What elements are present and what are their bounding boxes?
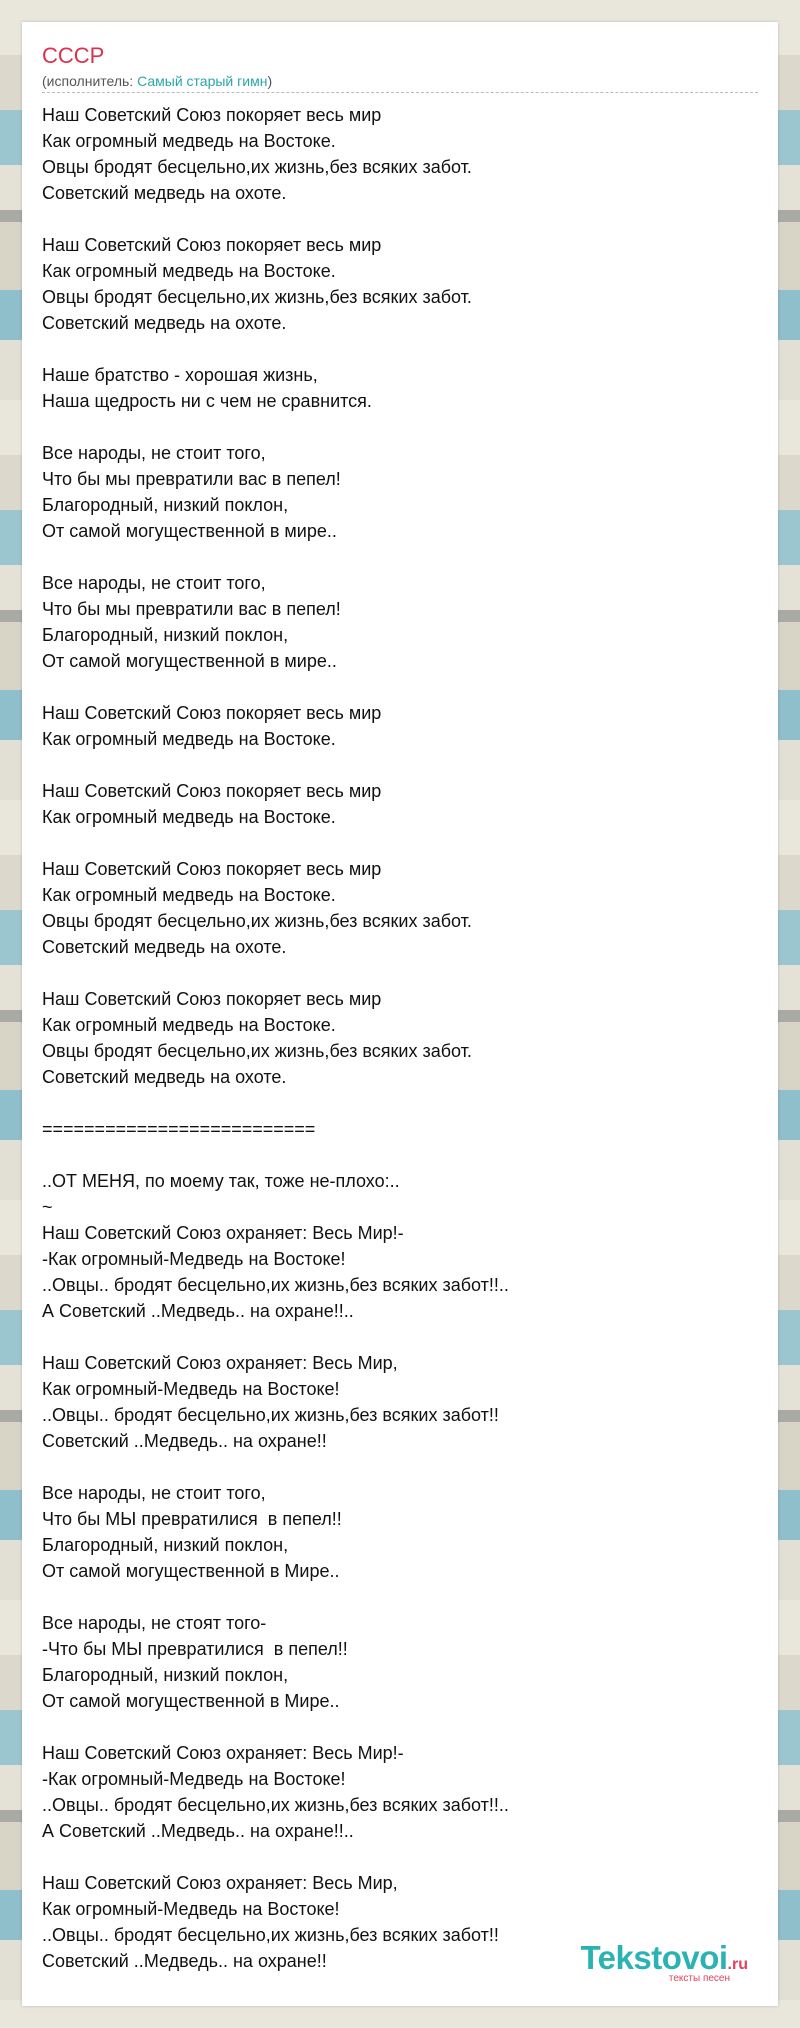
lyric-line: Как огромный медведь на Востоке. bbox=[42, 1015, 336, 1035]
lyric-line: -Как огромный-Медведь на Востоке! bbox=[42, 1769, 346, 1789]
lyric-line: ~ bbox=[42, 1197, 53, 1217]
lyric-line: Благородный, низкий поклон, bbox=[42, 495, 289, 515]
stanza bbox=[42, 1740, 758, 1844]
lyric-line: А Советский ..Медведь.. на охране!!.. bbox=[42, 1821, 354, 1841]
site-logo[interactable] bbox=[580, 1941, 748, 1984]
artist-line bbox=[42, 72, 758, 93]
lyric-line: Советский медведь на охоте. bbox=[42, 183, 287, 203]
lyric-line: Как огромный медведь на Востоке. bbox=[42, 807, 336, 827]
lyric-line: Благородный, низкий поклон, bbox=[42, 625, 289, 645]
stanza bbox=[42, 102, 758, 206]
stanza bbox=[42, 700, 758, 752]
lyric-line: Наш Советский Союз покоряет весь мир bbox=[42, 703, 382, 723]
lyric-line: Советский медведь на охоте. bbox=[42, 1067, 287, 1087]
lyric-line: Все народы, не стоит того, bbox=[42, 1483, 266, 1503]
lyric-line: Как огромный медведь на Востоке. bbox=[42, 885, 336, 905]
lyric-line: Что бы мы превратили вас в пепел! bbox=[42, 599, 341, 619]
lyric-line: -Что бы МЫ превратилися в пепел!! bbox=[42, 1639, 348, 1659]
lyric-line: Как огромный медведь на Востоке. bbox=[42, 261, 336, 281]
lyric-line: ========================== bbox=[42, 1119, 316, 1139]
stanza bbox=[42, 232, 758, 336]
lyric-line: Наша щедрость ни с чем не сравнится. bbox=[42, 391, 372, 411]
lyric-line: Наш Советский Союз покоряет весь мир bbox=[42, 859, 382, 879]
lyric-line: -Как огромный-Медведь на Востоке! bbox=[42, 1249, 346, 1269]
lyric-line: Как огромный медведь на Востоке. bbox=[42, 729, 336, 749]
stanza bbox=[42, 986, 758, 1090]
lyric-line: Советский медведь на охоте. bbox=[42, 937, 287, 957]
lyric-line: Наш Советский Союз охраняет: Весь Мир, bbox=[42, 1873, 398, 1893]
lyric-line: Овцы бродят бесцельно,их жизнь,без всяких забот. bbox=[42, 157, 472, 177]
stanza bbox=[42, 1350, 758, 1454]
stanza bbox=[42, 362, 758, 414]
lyric-line: Благородный, низкий поклон, bbox=[42, 1535, 289, 1555]
stanza bbox=[42, 778, 758, 830]
lyric-line: Наше братство - хорошая жизнь, bbox=[42, 365, 318, 385]
logo-tagline: тексты песен bbox=[668, 1973, 730, 1984]
lyric-line: Как огромный медведь на Востоке. bbox=[42, 131, 336, 151]
lyric-line: ..Овцы.. бродят бесцельно,их жизнь,без всяких забот!! bbox=[42, 1405, 499, 1425]
lyric-line: Как огромный-Медведь на Востоке! bbox=[42, 1379, 340, 1399]
lyric-line: ..Овцы.. бродят бесцельно,их жизнь,без всяких забот!! bbox=[42, 1925, 499, 1945]
lyric-line: Все народы, не стоят того- bbox=[42, 1613, 267, 1633]
lyric-line: От самой могущественной в мире.. bbox=[42, 521, 337, 541]
stanza bbox=[42, 570, 758, 674]
lyric-line: Наш Советский Союз охраняет: Весь Мир!- bbox=[42, 1743, 404, 1763]
lyric-line: Все народы, не стоит того, bbox=[42, 443, 266, 463]
lyric-line: Овцы бродят бесцельно,их жизнь,без всяких забот. bbox=[42, 1041, 472, 1061]
lyrics-body bbox=[42, 102, 758, 2000]
lyric-line: ..Овцы.. бродят бесцельно,их жизнь,без всяких забот!!.. bbox=[42, 1275, 509, 1295]
stanza bbox=[42, 1480, 758, 1584]
lyric-line: Советский ..Медведь.. на охране!! bbox=[42, 1431, 327, 1451]
artist-link[interactable]: Самый старый гимн bbox=[137, 73, 268, 89]
lyric-line: Что бы МЫ превратилися в пепел!! bbox=[42, 1509, 342, 1529]
lyric-line: Наш Советский Союз покоряет весь мир bbox=[42, 989, 382, 1009]
lyric-line: Овцы бродят бесцельно,их жизнь,без всяких забот. bbox=[42, 287, 472, 307]
lyric-line: Благородный, низкий поклон, bbox=[42, 1665, 289, 1685]
lyric-line: Советский медведь на охоте. bbox=[42, 313, 287, 333]
lyric-line: Как огромный-Медведь на Востоке! bbox=[42, 1899, 340, 1919]
stanza bbox=[42, 440, 758, 544]
logo-tld: .ru bbox=[727, 1956, 748, 1973]
lyric-line: ..Овцы.. бродят бесцельно,их жизнь,без всяких забот!!.. bbox=[42, 1795, 509, 1815]
lyric-line: Наш Советский Союз покоряет весь мир bbox=[42, 781, 382, 801]
lyric-line: Все народы, не стоит того, bbox=[42, 573, 266, 593]
lyric-line: От самой могущественной в Мире.. bbox=[42, 1561, 340, 1581]
lyrics-card bbox=[22, 22, 778, 2006]
lyric-line: ..ОТ МЕНЯ, по моему так, тоже не-плохо:.. bbox=[42, 1171, 400, 1191]
artist-prefix: (исполнитель: bbox=[42, 73, 138, 89]
artist-suffix: ) bbox=[267, 73, 273, 89]
lyric-line: Овцы бродят бесцельно,их жизнь,без всяких забот. bbox=[42, 911, 472, 931]
lyric-line: От самой могущественной в мире.. bbox=[42, 651, 337, 671]
lyric-line: Советский ..Медведь.. на охране!! bbox=[42, 1951, 327, 1971]
lyric-line: Наш Советский Союз покоряет весь мир bbox=[42, 235, 382, 255]
stanza bbox=[42, 1610, 758, 1714]
stanza bbox=[42, 856, 758, 960]
stanza bbox=[42, 1168, 758, 1324]
lyric-line: Что бы мы превратили вас в пепел! bbox=[42, 469, 341, 489]
logo-wordmark: Tekstovoi bbox=[580, 1939, 728, 1976]
lyric-line: Наш Советский Союз охраняет: Весь Мир!- bbox=[42, 1223, 404, 1243]
stanza bbox=[42, 1116, 758, 1142]
lyric-line: От самой могущественной в Мире.. bbox=[42, 1691, 340, 1711]
song-title: СССР bbox=[42, 43, 105, 68]
lyric-line: Наш Советский Союз охраняет: Весь Мир, bbox=[42, 1353, 398, 1373]
lyric-line: А Советский ..Медведь.. на охране!!.. bbox=[42, 1301, 354, 1321]
lyric-line: Наш Советский Союз покоряет весь мир bbox=[42, 105, 382, 125]
